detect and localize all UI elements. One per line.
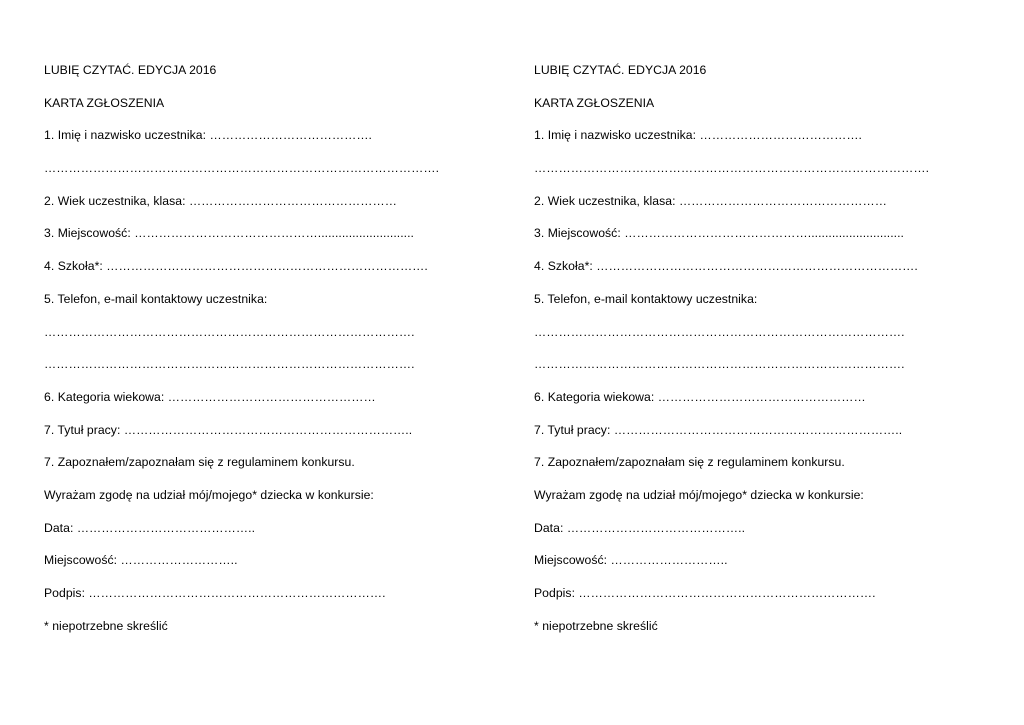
contact-label: 5. Telefon, e-mail kontaktowy uczestnika: <box>534 291 758 306</box>
date-field: Data: …………………………………….. <box>534 520 746 535</box>
consent-statement: Wyrażam zgodę na udział mój/mojego* dziecka w konkursie: <box>534 487 864 502</box>
work-title-field: 7. Tytuł pracy: …………………………………………………………….. <box>534 422 903 437</box>
form-title: LUBIĘ CZYTAĆ. EDYCJA 2016 <box>44 63 217 77</box>
footnote: * niepotrzebne skreślić <box>534 618 658 633</box>
rules-statement: 7. Zapoznałem/zapoznałam się z regulaminem konkursu. <box>44 455 355 470</box>
entry-form-left <box>44 62 439 650</box>
place-field: Miejscowość: ……………………….. <box>534 553 728 568</box>
contact-line-2: ………………………………………………………………………………. <box>44 357 415 372</box>
signature-field: Podpis: ………………………………………………………………. <box>534 586 876 600</box>
contact-line-1: ………………………………………………………………………………. <box>44 324 415 339</box>
town-field: 3. Miejscowość: ………………………………………............................ <box>534 226 904 241</box>
school-field: 4. Szkoła*: ……………………………………………………………………. <box>44 259 428 274</box>
form-subtitle: KARTA ZGŁOSZENIA <box>534 95 655 110</box>
town-field: 3. Miejscowość: ………………………………………............................ <box>44 226 414 241</box>
contact-label: 5. Telefon, e-mail kontaktowy uczestnika: <box>44 291 268 306</box>
age-class-field: 2. Wiek uczestnika, klasa: …………………………………………… <box>44 193 397 208</box>
footnote: * niepotrzebne skreślić <box>44 618 168 633</box>
work-title-field: 7. Tytuł pracy: …………………………………………………………….. <box>44 422 413 437</box>
participant-name-field: 1. Imię i nazwisko uczestnika: …………………………………. <box>44 128 372 143</box>
rules-statement: 7. Zapoznałem/zapoznałam się z regulaminem konkursu. <box>534 455 845 470</box>
form-title: LUBIĘ CZYTAĆ. EDYCJA 2016 <box>534 63 707 77</box>
consent-statement: Wyrażam zgodę na udział mój/mojego* dziecka w konkursie: <box>44 487 374 502</box>
age-category-field: 6. Kategoria wiekowa: …………………………………………… <box>44 389 376 404</box>
signature-field: Podpis: ………………………………………………………………. <box>44 586 386 600</box>
place-field: Miejscowość: ……………………….. <box>44 553 238 568</box>
school-field: 4. Szkoła*: ……………………………………………………………………. <box>534 259 918 274</box>
form-subtitle: KARTA ZGŁOSZENIA <box>44 95 165 110</box>
participant-name-continuation: ……………………………………………………………………………………. <box>534 161 930 176</box>
participant-name-continuation: ……………………………………………………………………………………. <box>44 161 440 176</box>
date-field: Data: …………………………………….. <box>44 520 256 535</box>
contact-line-1: ………………………………………………………………………………. <box>534 324 905 339</box>
entry-form-right <box>534 62 929 650</box>
participant-name-field: 1. Imię i nazwisko uczestnika: …………………………………. <box>534 128 862 143</box>
age-class-field: 2. Wiek uczestnika, klasa: …………………………………………… <box>534 193 887 208</box>
age-category-field: 6. Kategoria wiekowa: …………………………………………… <box>534 389 866 404</box>
contact-line-2: ………………………………………………………………………………. <box>534 357 905 372</box>
